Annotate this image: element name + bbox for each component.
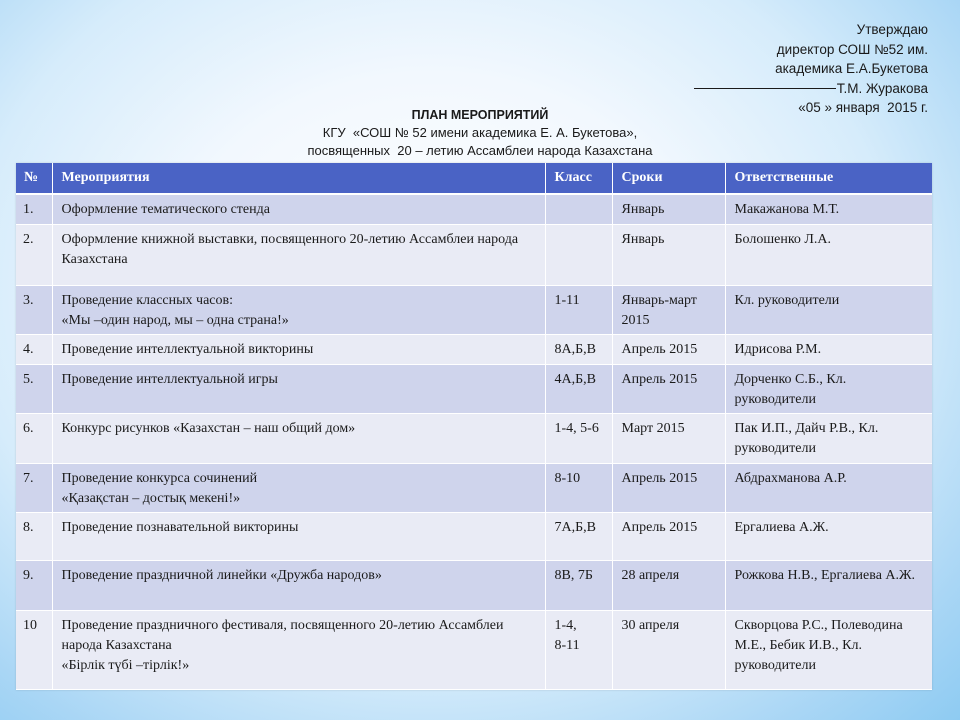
table-row bbox=[16, 285, 932, 334]
cell-class: 7А,Б,В bbox=[545, 512, 612, 560]
table-row bbox=[16, 463, 932, 512]
cell-responsible: Дорченко С.Б., Кл. руководители bbox=[725, 364, 932, 413]
cell-number: 10 bbox=[16, 610, 52, 689]
cell-number: 7. bbox=[16, 463, 52, 512]
table-row bbox=[16, 560, 932, 610]
cell-number: 9. bbox=[16, 560, 52, 610]
cell-date: Январь bbox=[612, 194, 725, 224]
cell-number: 3. bbox=[16, 285, 52, 334]
cell-event: Проведение познавательной викторины bbox=[52, 512, 545, 560]
cell-class: 1-4, 5-6 bbox=[545, 413, 612, 463]
title-main: ПЛАН МЕРОПРИЯТИЙ bbox=[411, 108, 549, 122]
cell-class: 1-11 bbox=[545, 285, 612, 334]
cell-event: Оформление книжной выставки, посвященного 20-летию Ассамблеи народа Казахстана bbox=[52, 224, 545, 285]
cell-class: 8А,Б,В bbox=[545, 334, 612, 364]
approver-name: Т.М. Журакова bbox=[836, 80, 928, 96]
cell-responsible: Ергалиева А.Ж. bbox=[725, 512, 932, 560]
table-row bbox=[16, 512, 932, 560]
header-responsible: Ответственные bbox=[725, 163, 932, 194]
cell-date: Апрель 2015 bbox=[612, 463, 725, 512]
table-row bbox=[16, 334, 932, 364]
cell-class: 4А,Б,В bbox=[545, 364, 612, 413]
title-subtitle-1: КГУ «СОШ № 52 имени академика Е. А. Букетова», bbox=[322, 125, 638, 140]
cell-responsible: Скворцова Р.С., Полеводина М.Е., Бебик И.В., Кл. руководители bbox=[725, 610, 932, 689]
cell-date: Апрель 2015 bbox=[612, 364, 725, 413]
cell-event: Проведение праздничного фестиваля, посвященного 20-летию Ассамблеи народа Казахстана «Бірлік түбі –тірлік!» bbox=[52, 610, 545, 689]
cell-event: Проведение интеллектуальной игры bbox=[52, 364, 545, 413]
header-number: № bbox=[16, 163, 52, 194]
cell-class: 8В, 7Б bbox=[545, 560, 612, 610]
approval-line: Утверждаю bbox=[856, 22, 928, 37]
table-row bbox=[16, 194, 932, 224]
table-row bbox=[16, 224, 932, 285]
signature-line bbox=[694, 88, 836, 89]
cell-number: 6. bbox=[16, 413, 52, 463]
cell-class: 1-4, 8-11 bbox=[545, 610, 612, 689]
approval-position: директор СОШ №52 им. bbox=[776, 41, 928, 57]
cell-event: Проведение классных часов: «Мы –один народ, мы – одна страна!» bbox=[52, 285, 545, 334]
cell-event: Проведение конкурса сочинений «Қазақстан – достық мекені!» bbox=[52, 463, 545, 512]
cell-number: 2. bbox=[16, 224, 52, 285]
cell-number: 1. bbox=[16, 194, 52, 224]
cell-date: Апрель 2015 bbox=[612, 334, 725, 364]
cell-responsible: Идрисова Р.М. bbox=[725, 334, 932, 364]
table-header-row bbox=[16, 163, 932, 194]
cell-event: Проведение праздничной линейки «Дружба народов» bbox=[52, 560, 545, 610]
table-row bbox=[16, 364, 932, 413]
cell-date: Апрель 2015 bbox=[612, 512, 725, 560]
cell-class bbox=[545, 194, 612, 224]
cell-class bbox=[545, 224, 612, 285]
cell-number: 8. bbox=[16, 512, 52, 560]
cell-date: 30 апреля bbox=[612, 610, 725, 689]
document-title bbox=[0, 106, 960, 160]
cell-responsible: Кл. руководители bbox=[725, 285, 932, 334]
header-class: Класс bbox=[545, 163, 612, 194]
cell-responsible: Макажанова М.Т. bbox=[725, 194, 932, 224]
cell-date: Март 2015 bbox=[612, 413, 725, 463]
cell-number: 5. bbox=[16, 364, 52, 413]
approval-date: «05 » января 2015 г. bbox=[798, 100, 928, 115]
cell-responsible: Болошенко Л.А. bbox=[725, 224, 932, 285]
cell-responsible: Абдрахманова А.Р. bbox=[725, 463, 932, 512]
approval-position-cont: академика Е.А.Букетова bbox=[775, 61, 928, 76]
cell-class: 8-10 bbox=[545, 463, 612, 512]
header-event: Мероприятия bbox=[52, 163, 545, 194]
cell-date: Январь bbox=[612, 224, 725, 285]
cell-event: Оформление тематического стенда bbox=[52, 194, 545, 224]
events-table bbox=[16, 163, 932, 690]
title-subtitle-2: посвященных 20 – летию Ассамблеи народа Казахстана bbox=[307, 143, 653, 158]
table-row bbox=[16, 413, 932, 463]
cell-event: Конкурс рисунков «Казахстан – наш общий дом» bbox=[52, 413, 545, 463]
cell-number: 4. bbox=[16, 334, 52, 364]
approval-block bbox=[694, 20, 928, 118]
cell-date: 28 апреля bbox=[612, 560, 725, 610]
cell-responsible: Рожкова Н.В., Ергалиева А.Ж. bbox=[725, 560, 932, 610]
table-row bbox=[16, 610, 932, 689]
cell-date: Январь-март 2015 bbox=[612, 285, 725, 334]
header-date: Сроки bbox=[612, 163, 725, 194]
cell-event: Проведение интеллектуальной викторины bbox=[52, 334, 545, 364]
cell-responsible: Пак И.П., Дайч Р.В., Кл. руководители bbox=[725, 413, 932, 463]
